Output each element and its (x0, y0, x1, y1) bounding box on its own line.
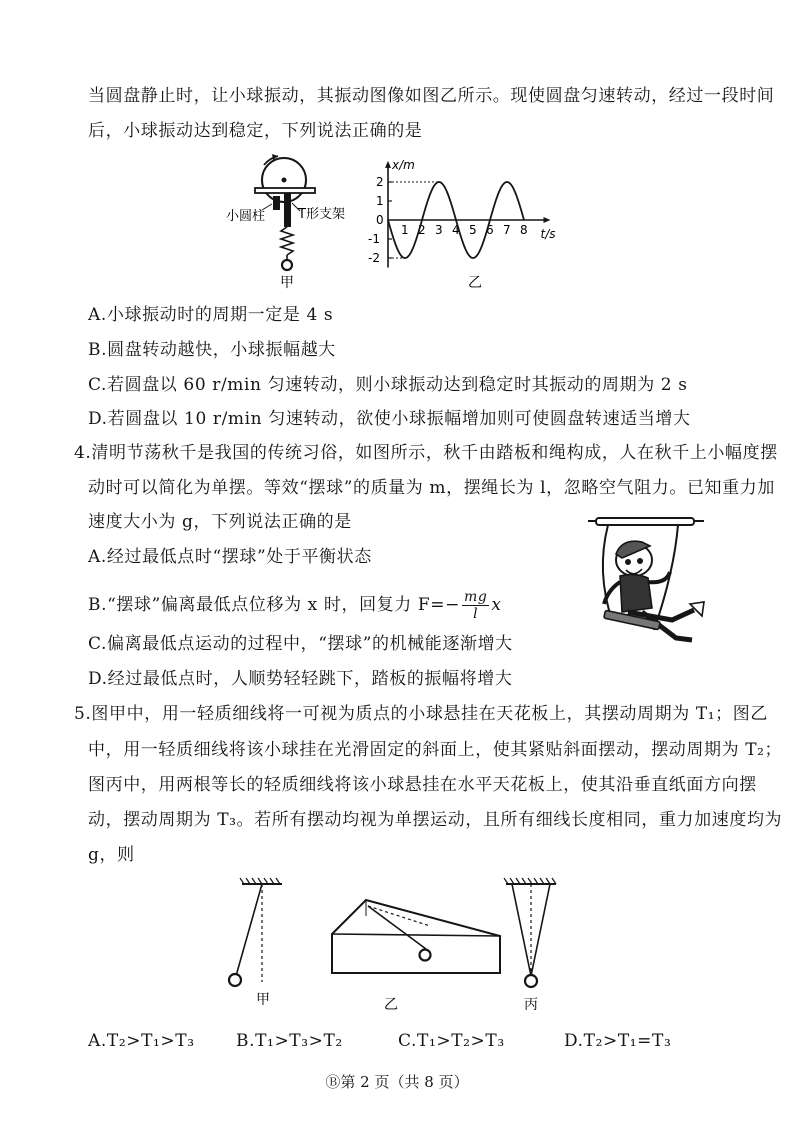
q4-option-a: A.经过最低点时“摆球”处于平衡状态 (88, 547, 372, 567)
x-tick-label: 7 (503, 223, 511, 237)
fig-bing (504, 878, 556, 1013)
disk-center (282, 178, 287, 183)
q5-stem-line-1: 5.图甲中，用一轻质细线将一可视为质点的小球悬挂在天花板上，其摆动周期为 T₁；图乙 (74, 704, 768, 724)
arm-left (604, 582, 620, 604)
y-tick-label: -1 (368, 232, 380, 246)
q3-stem-line-2: 后，小球振动达到稳定，下列说法正确的是 (88, 121, 423, 141)
fraction-numerator: mg (463, 589, 488, 605)
swing-rope-left (603, 525, 612, 620)
q5-figures (220, 876, 580, 1016)
q4-option-d: D.经过最低点时，人顺势轻轻跳下，踏板的振幅将增大 (88, 669, 513, 689)
q5-stem-line-2: 中，用一轻质细线将该小球挂在光滑固定的斜面上，使其紧贴斜面摆动，摆动周期为 T₂； (88, 740, 783, 760)
q4-stem-line-2: 动时可以简化为单摆。等效“摆球”的质量为 m，摆绳长为 l，忽略空气阻力。已知重力加 (88, 478, 775, 498)
fig-yi (332, 900, 500, 1013)
label-t-frame: T形支架 (298, 207, 345, 222)
q4-stem-line-1: 4.清明节荡秋千是我国的传统习俗，如图所示，秋千由踏板和绳构成，人在秋千上小幅度摆 (74, 443, 778, 463)
fraction-denominator: l (462, 605, 489, 622)
y-tick-label: 2 (376, 175, 384, 189)
q4-option-b-text: B.“摆球”偏离最低点位移为 x 时，回复力 F=− (88, 595, 460, 615)
x-tick-label: 6 (486, 223, 494, 237)
x-tick-label: 5 (469, 223, 477, 237)
y-tick-label: -2 (368, 251, 380, 265)
q5-option-b: B.T₁>T₃>T₂ (236, 1031, 343, 1051)
q3-figure-jia (222, 155, 362, 295)
q3-option-b: B.圆盘转动越快，小球振幅越大 (88, 340, 336, 360)
x-tick-label: 4 (452, 223, 460, 237)
small-cylinder (273, 196, 280, 210)
swing-illustration (582, 512, 722, 654)
q3-option-d: D.若圆盘以 10 r/min 匀速转动，欲使小球振幅增加则可使圆盘转速适当增大 (88, 409, 691, 429)
caption-yi-5: 乙 (384, 997, 398, 1013)
q4-stem-line-3: 速度大小为 g，下列说法正确的是 (88, 512, 352, 532)
y-axis-arrow (385, 161, 391, 168)
chart-caption: 乙 (468, 275, 482, 291)
q5-option-a: A.T₂>T₁>T₃ (88, 1031, 195, 1051)
caption-bing-5: 丙 (524, 997, 538, 1013)
q5-stem-line-5: g，则 (88, 845, 135, 865)
q4-option-b-fraction (462, 589, 489, 622)
x-tick-label: 8 (520, 223, 528, 237)
swing-bar (596, 518, 694, 525)
y-tick-label: 1 (376, 194, 384, 208)
q5-stem-line-4: 动，摆动周期为 T₃。若所有摆动均视为单摆运动，且所有细线长度相同，重力加速度均为 (88, 810, 783, 830)
body (620, 574, 652, 612)
caption-jia: 甲 (280, 275, 294, 291)
x-tick-label: 3 (435, 223, 443, 237)
x-axis-label: t/s (540, 227, 556, 241)
q4-option-b-var: x (491, 595, 502, 615)
q5-option-d: D.T₂>T₁=T₃ (564, 1031, 672, 1051)
q4-option-c: C.偏离最低点运动的过程中，“摆球”的机械能逐渐增大 (88, 634, 513, 654)
q3-option-c: C.若圆盘以 60 r/min 匀速转动，则小球振动达到稳定时其振动的周期为 2 s (88, 375, 688, 395)
y-tick-label: 0 (376, 213, 384, 227)
arm-right (648, 572, 670, 582)
fig-jia (229, 878, 282, 1008)
q4-option-b (88, 589, 502, 622)
y-axis-label: x/m (392, 157, 415, 172)
x-axis-arrow (544, 217, 551, 223)
q3-option-a: A.小球振动时的周期一定是 4 s (88, 305, 334, 325)
t-frame-bar (255, 188, 315, 193)
caption-jia-5: 甲 (256, 992, 270, 1008)
q3-chart-yi (360, 150, 556, 292)
ball (282, 260, 292, 270)
x-tick-label: 1 (401, 223, 409, 237)
label-small-cylinder: 小圆柱 (226, 209, 266, 224)
q3-stem-line-1: 当圆盘静止时，让小球振动，其振动图像如图乙所示。现使圆盘匀速转动，经过一段时间 (88, 86, 775, 106)
page-footer: Ⓑ第 2 页（共 8 页） (325, 1073, 469, 1091)
x-tick-label: 2 (418, 223, 426, 237)
q5-stem-line-3: 图丙中，用两根等长的轻质细线将该小球悬挂在水平天花板上，使其沿垂直纸面方向摆 (88, 775, 757, 795)
q5-option-c: C.T₁>T₂>T₃ (398, 1031, 505, 1051)
spring (281, 227, 293, 255)
t-frame-stem (284, 193, 291, 227)
